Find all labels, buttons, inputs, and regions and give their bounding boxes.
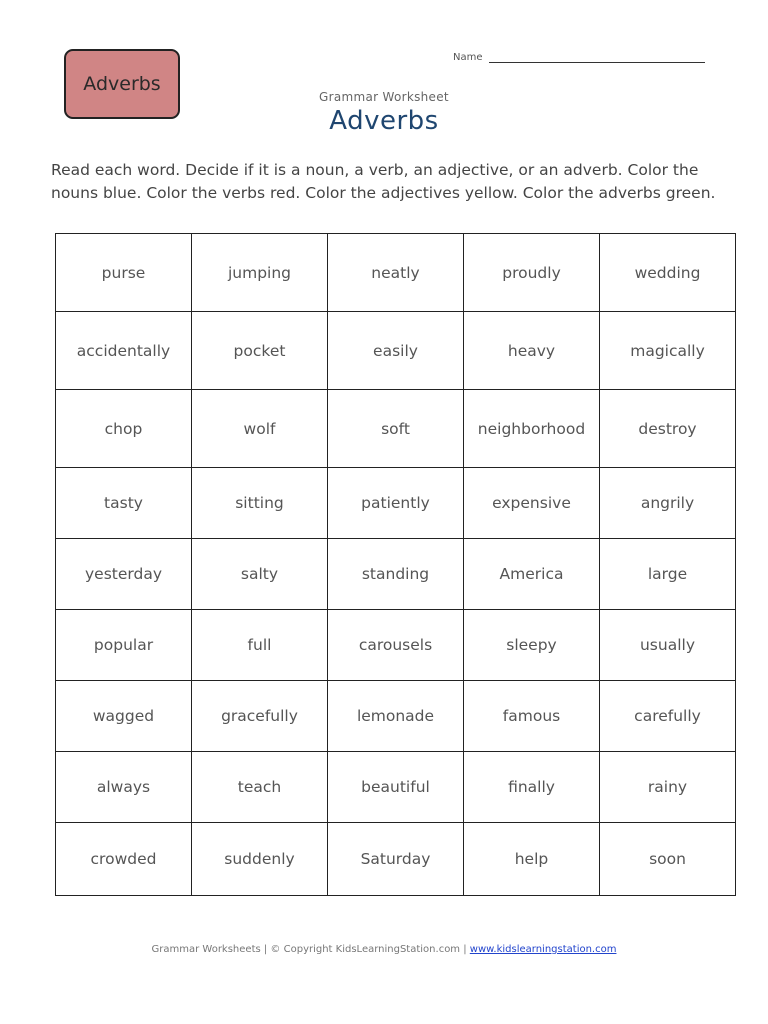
grid-row	[56, 468, 736, 539]
name-field	[453, 52, 705, 63]
word-cell: standing	[328, 539, 464, 610]
word-cell: wedding	[600, 234, 736, 312]
word-cell: proudly	[464, 234, 600, 312]
word-cell: famous	[464, 681, 600, 752]
word-cell: sitting	[192, 468, 328, 539]
page-title: Adverbs	[329, 106, 439, 136]
word-cell: always	[56, 752, 192, 823]
word-cell: easily	[328, 312, 464, 390]
word-cell: Saturday	[328, 823, 464, 896]
word-cell: full	[192, 610, 328, 681]
grid-row	[56, 312, 736, 390]
word-cell: expensive	[464, 468, 600, 539]
footer	[0, 944, 768, 955]
grid-row	[56, 823, 736, 896]
word-cell: carousels	[328, 610, 464, 681]
word-cell: neighborhood	[464, 390, 600, 468]
word-cell: gracefully	[192, 681, 328, 752]
word-cell: usually	[600, 610, 736, 681]
word-cell: suddenly	[192, 823, 328, 896]
name-label: Name	[453, 52, 483, 63]
grid-row	[56, 752, 736, 823]
word-cell: wagged	[56, 681, 192, 752]
word-cell: jumping	[192, 234, 328, 312]
word-cell: magically	[600, 312, 736, 390]
word-cell: large	[600, 539, 736, 610]
word-grid	[55, 233, 736, 896]
word-cell: popular	[56, 610, 192, 681]
instructions-text: Read each word. Decide if it is a noun, a verb, an adjective, or an adverb. Color the nouns blue. Color the verbs red. Color the adjectives yellow. Color the adverbs green.	[51, 161, 716, 202]
word-cell: teach	[192, 752, 328, 823]
grid-row	[56, 539, 736, 610]
grid-row	[56, 390, 736, 468]
footer-link[interactable]: www.kidslearningstation.com	[469, 944, 617, 955]
word-cell: destroy	[600, 390, 736, 468]
name-blank-line[interactable]	[489, 53, 705, 63]
word-cell: wolf	[192, 390, 328, 468]
word-cell: beautiful	[328, 752, 464, 823]
word-cell: rainy	[600, 752, 736, 823]
word-cell: soft	[328, 390, 464, 468]
word-cell: chop	[56, 390, 192, 468]
word-cell: America	[464, 539, 600, 610]
word-cell: finally	[464, 752, 600, 823]
word-cell: lemonade	[328, 681, 464, 752]
word-cell: pocket	[192, 312, 328, 390]
worksheet-subtitle: Grammar Worksheet	[319, 90, 449, 104]
word-cell: purse	[56, 234, 192, 312]
footer-copyright: Grammar Worksheets | © Copyright KidsLearningStation.com |	[151, 944, 467, 955]
grid-row	[56, 610, 736, 681]
word-cell: patiently	[328, 468, 464, 539]
word-cell: tasty	[56, 468, 192, 539]
word-cell: angrily	[600, 468, 736, 539]
grid-row	[56, 234, 736, 312]
word-cell: help	[464, 823, 600, 896]
word-cell: carefully	[600, 681, 736, 752]
topic-badge-label: Adverbs	[83, 73, 161, 95]
word-cell: sleepy	[464, 610, 600, 681]
word-cell: soon	[600, 823, 736, 896]
word-cell: crowded	[56, 823, 192, 896]
word-cell: salty	[192, 539, 328, 610]
grid-row	[56, 681, 736, 752]
word-cell: neatly	[328, 234, 464, 312]
word-cell: yesterday	[56, 539, 192, 610]
word-cell: accidentally	[56, 312, 192, 390]
word-cell: heavy	[464, 312, 600, 390]
